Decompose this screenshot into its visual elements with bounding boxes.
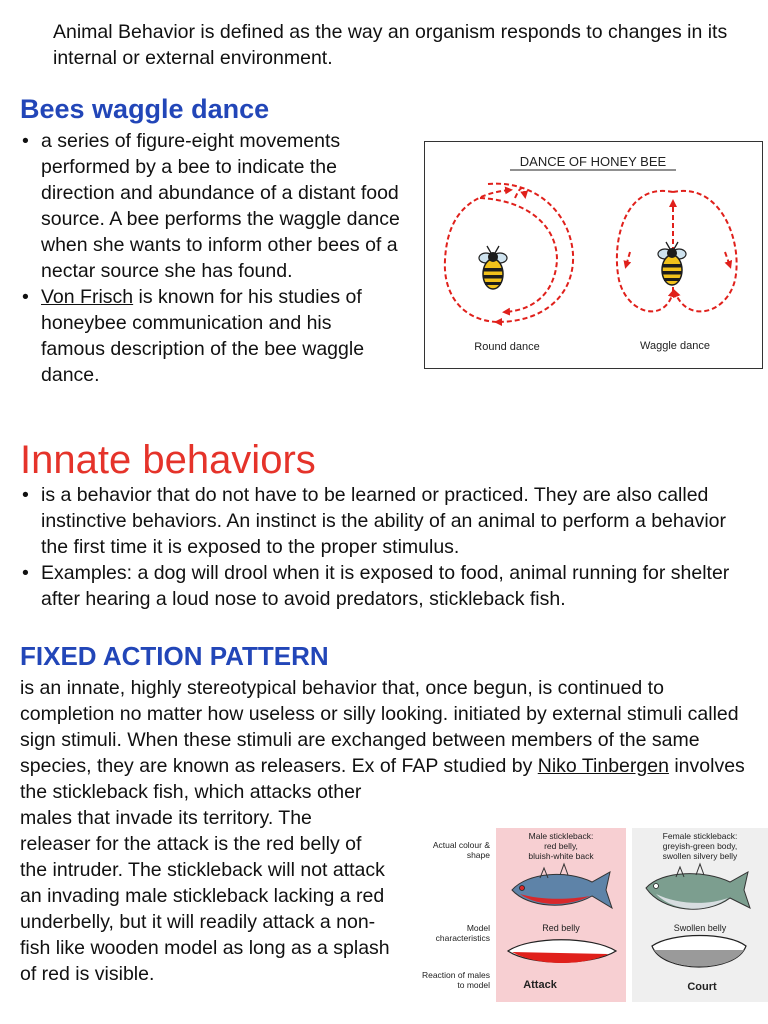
row-label-model: Model characteristics (435, 923, 490, 943)
bee-dance-diagram (425, 142, 762, 368)
waggle-heading: Bees waggle dance (20, 94, 270, 124)
innate-bullets (20, 482, 755, 612)
innate-bullet-1: • is a behavior that do not have to be learned or practiced. They are also called instinctive behaviors. An instinct is the ability of an animal to perform a behavior the first time it is exposed to the proper stimulus. (20, 482, 755, 560)
fap-paragraph-2: releaser for the attack is the red belly of the intruder. The stickleback will not attack an invading male stickleback lacking a red underbelly, but it will readily attack a non-fish like wooden model as long as a splash of red is visible. (20, 833, 390, 985)
stickleback-diagram (400, 828, 768, 1006)
round-dance-path (445, 184, 573, 322)
waggle-bullet-2 (20, 284, 400, 388)
male-column-title: Male stickleback: red belly, bluish-white back (528, 831, 594, 861)
bee-icon (658, 242, 686, 285)
niko-tinbergen-link[interactable]: Niko Tinbergen (537, 755, 669, 777)
bee-icon (479, 246, 507, 289)
fap-paragraph-line: males that invade its territory. The (20, 807, 312, 829)
female-column-title: Female stickleback: greyish-green body, swollen silvery belly (662, 831, 738, 861)
row-label-actual: Actual colour & shape (432, 840, 490, 860)
intro-paragraph: Animal Behavior is defined as the way an organism responds to changes in its internal or external environment. (53, 21, 728, 69)
fap-heading: FIXED ACTION PATTERN (20, 641, 329, 671)
fap-paragraph (20, 675, 750, 805)
female-reaction: Court (687, 981, 717, 993)
innate-bullet-2: • Examples: a dog will drool when it is exposed to food, animal running for shelter after hearing a loud nose to avoid predators, stickleback fish. (20, 560, 755, 612)
waggle-bullet-2-text: is known for his studies of honeybee communication and his famous description of the bee waggle dance. (41, 286, 365, 386)
female-model-label: Swollen belly (673, 923, 727, 933)
waggle-bullets (20, 128, 400, 388)
waggle-bullet-1: • a series of figure-eight movements performed by a bee to indicate the direction and abundance of a distant food source. A bee performs the waggle dance when she wants to inform other bees of a nectar source she has found. (20, 128, 400, 284)
stickleback-figure (400, 828, 768, 1006)
fap-text-1: is an innate, highly stereotypical behavior that, once begun, is continued to completion no matter how useless or silly looking. initiated by external stimuli called sign stimuli. When these stimuli are exchanged between members of the same species, they are known as releasers. Ex of FAP studied by (20, 677, 739, 777)
figure-title: DANCE OF HONEY BEE (519, 154, 667, 169)
fap-text-2: involves the stickleback fish, which attacks other (20, 755, 745, 803)
innate-heading: Innate behaviors (20, 438, 316, 482)
von-frisch-link[interactable]: Von Frisch (41, 286, 134, 308)
male-model-label: Red belly (542, 923, 580, 933)
bee-dance-figure (424, 141, 763, 369)
waggle-dance-label: Waggle dance (640, 340, 710, 352)
male-reaction: Attack (523, 979, 557, 991)
round-dance-label: Round dance (474, 341, 540, 353)
row-label-reaction: Reaction of males to model (421, 970, 490, 990)
